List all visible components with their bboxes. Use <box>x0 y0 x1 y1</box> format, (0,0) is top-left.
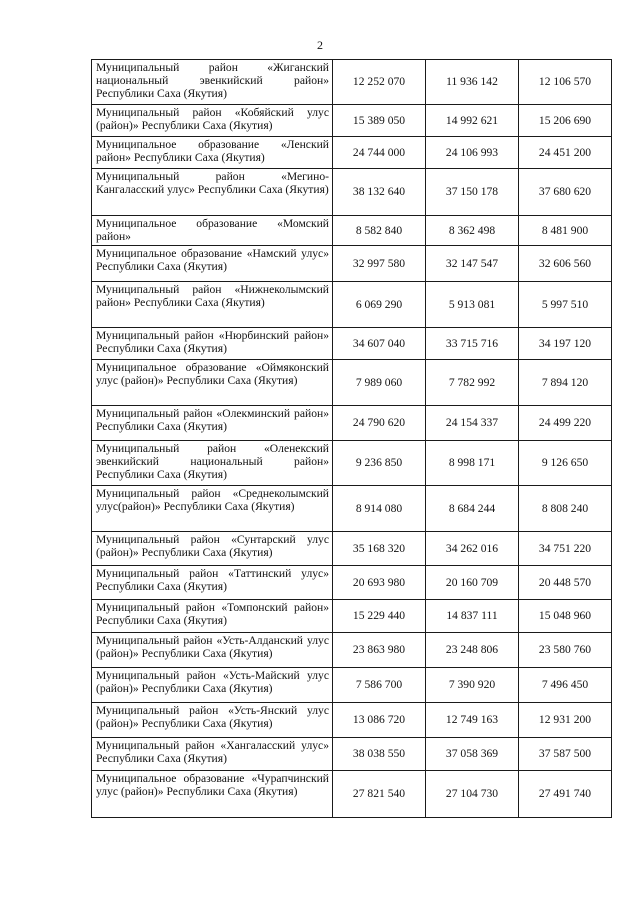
value-cell-2: 12 749 163 <box>426 703 519 738</box>
table-row <box>92 771 612 818</box>
value-cell-2: 8 998 171 <box>426 441 519 486</box>
value-cell-3: 15 206 690 <box>519 105 612 137</box>
value-cell-2: 14 992 621 <box>426 105 519 137</box>
table-row <box>92 216 612 246</box>
value-cell-1: 8 582 840 <box>333 216 426 246</box>
municipality-name-cell: Муниципальный район «Усть-Майский улус (район)» Республики Саха (Якутия) <box>92 668 333 703</box>
municipality-name-cell: Муниципальное образование «Намский улус» Республики Саха (Якутия) <box>92 246 333 282</box>
value-cell-2: 8 684 244 <box>426 486 519 532</box>
value-cell-2: 8 362 498 <box>426 216 519 246</box>
value-cell-1: 13 086 720 <box>333 703 426 738</box>
table-row <box>92 441 612 486</box>
table-row <box>92 532 612 566</box>
table-row <box>92 738 612 771</box>
budget-table <box>91 59 612 818</box>
value-cell-2: 33 715 716 <box>426 328 519 360</box>
value-cell-1: 35 168 320 <box>333 532 426 566</box>
value-cell-3: 7 894 120 <box>519 360 612 406</box>
budget-table-body <box>92 60 612 818</box>
municipality-name-cell: Муниципальное образование «Чурапчинский улус (район)» Республики Саха (Якутия) <box>92 771 333 818</box>
table-row <box>92 703 612 738</box>
municipality-name-cell: Муниципальный район «Оленекский эвенкийский национальный район» Республики Саха (Якутия) <box>92 441 333 486</box>
value-cell-3: 37 587 500 <box>519 738 612 771</box>
value-cell-3: 5 997 510 <box>519 282 612 328</box>
value-cell-1: 34 607 040 <box>333 328 426 360</box>
table-row <box>92 668 612 703</box>
value-cell-2: 5 913 081 <box>426 282 519 328</box>
value-cell-2: 34 262 016 <box>426 532 519 566</box>
municipality-name-cell: Муниципальное образование «Момский район» <box>92 216 333 246</box>
value-cell-3: 34 751 220 <box>519 532 612 566</box>
value-cell-3: 7 496 450 <box>519 668 612 703</box>
municipality-name-cell: Муниципальный район «Усть-Алданский улус (район)» Республики Саха (Якутия) <box>92 633 333 668</box>
table-row <box>92 566 612 600</box>
value-cell-1: 8 914 080 <box>333 486 426 532</box>
table-row <box>92 60 612 105</box>
table-row <box>92 169 612 216</box>
value-cell-1: 38 132 640 <box>333 169 426 216</box>
value-cell-1: 7 586 700 <box>333 668 426 703</box>
municipality-name-cell: Муниципальный район «Мегино-Кангаласский улус» Республики Саха (Якутия) <box>92 169 333 216</box>
value-cell-1: 6 069 290 <box>333 282 426 328</box>
value-cell-1: 7 989 060 <box>333 360 426 406</box>
value-cell-3: 9 126 650 <box>519 441 612 486</box>
municipality-name-cell: Муниципальный район «Олекминский район» Республики Саха (Якутия) <box>92 406 333 441</box>
value-cell-1: 12 252 070 <box>333 60 426 105</box>
municipality-name-cell: Муниципальный район «Кобяйский улус (район)» Республики Саха (Якутия) <box>92 105 333 137</box>
value-cell-2: 11 936 142 <box>426 60 519 105</box>
municipality-name-cell: Муниципальный район «Томпонский район» Республики Саха (Якутия) <box>92 600 333 633</box>
table-row <box>92 360 612 406</box>
value-cell-3: 12 106 570 <box>519 60 612 105</box>
municipality-name-cell: Муниципальный район «Нюрбинский район» Республики Саха (Якутия) <box>92 328 333 360</box>
value-cell-2: 23 248 806 <box>426 633 519 668</box>
municipality-name-cell: Муниципальный район «Хангаласский улус» Республики Саха (Якутия) <box>92 738 333 771</box>
municipality-name-cell: Муниципальный район «Нижнеколымский район» Республики Саха (Якутия) <box>92 282 333 328</box>
value-cell-1: 15 389 050 <box>333 105 426 137</box>
municipality-name-cell: Муниципальное образование «Оймяконский улус (район)» Республики Саха (Якутия) <box>92 360 333 406</box>
municipality-name-cell: Муниципальный район «Среднеколымский улус(район)» Республики Саха (Якутия) <box>92 486 333 532</box>
value-cell-3: 32 606 560 <box>519 246 612 282</box>
value-cell-2: 32 147 547 <box>426 246 519 282</box>
municipality-name-cell: Муниципальный район «Усть-Янский улус (район)» Республики Саха (Якутия) <box>92 703 333 738</box>
value-cell-1: 24 744 000 <box>333 137 426 169</box>
value-cell-2: 37 150 178 <box>426 169 519 216</box>
value-cell-1: 32 997 580 <box>333 246 426 282</box>
value-cell-3: 37 680 620 <box>519 169 612 216</box>
page-number: 2 <box>317 38 323 52</box>
value-cell-2: 20 160 709 <box>426 566 519 600</box>
table-row <box>92 486 612 532</box>
value-cell-3: 12 931 200 <box>519 703 612 738</box>
value-cell-3: 24 499 220 <box>519 406 612 441</box>
table-row <box>92 600 612 633</box>
table-row <box>92 137 612 169</box>
value-cell-2: 7 390 920 <box>426 668 519 703</box>
value-cell-1: 23 863 980 <box>333 633 426 668</box>
table-row <box>92 105 612 137</box>
value-cell-1: 20 693 980 <box>333 566 426 600</box>
table-row <box>92 406 612 441</box>
value-cell-2: 27 104 730 <box>426 771 519 818</box>
value-cell-1: 9 236 850 <box>333 441 426 486</box>
value-cell-3: 34 197 120 <box>519 328 612 360</box>
municipality-name-cell: Муниципальный район «Таттинский улус» Республики Саха (Якутия) <box>92 566 333 600</box>
municipality-name-cell: Муниципальный район «Жиганский национальный эвенкийский район» Республики Саха (Якутия) <box>92 60 333 105</box>
table-row <box>92 328 612 360</box>
table-row <box>92 633 612 668</box>
value-cell-3: 8 808 240 <box>519 486 612 532</box>
table-row <box>92 282 612 328</box>
value-cell-3: 24 451 200 <box>519 137 612 169</box>
value-cell-2: 37 058 369 <box>426 738 519 771</box>
value-cell-3: 20 448 570 <box>519 566 612 600</box>
value-cell-3: 8 481 900 <box>519 216 612 246</box>
municipality-name-cell: Муниципальное образование «Ленский район» Республики Саха (Якутия) <box>92 137 333 169</box>
value-cell-3: 23 580 760 <box>519 633 612 668</box>
value-cell-3: 27 491 740 <box>519 771 612 818</box>
value-cell-3: 15 048 960 <box>519 600 612 633</box>
value-cell-2: 24 106 993 <box>426 137 519 169</box>
value-cell-2: 7 782 992 <box>426 360 519 406</box>
value-cell-2: 14 837 111 <box>426 600 519 633</box>
value-cell-1: 24 790 620 <box>333 406 426 441</box>
municipality-name-cell: Муниципальный район «Сунтарский улус (район)» Республики Саха (Якутия) <box>92 532 333 566</box>
value-cell-1: 38 038 550 <box>333 738 426 771</box>
value-cell-1: 27 821 540 <box>333 771 426 818</box>
table-row <box>92 246 612 282</box>
value-cell-2: 24 154 337 <box>426 406 519 441</box>
value-cell-1: 15 229 440 <box>333 600 426 633</box>
